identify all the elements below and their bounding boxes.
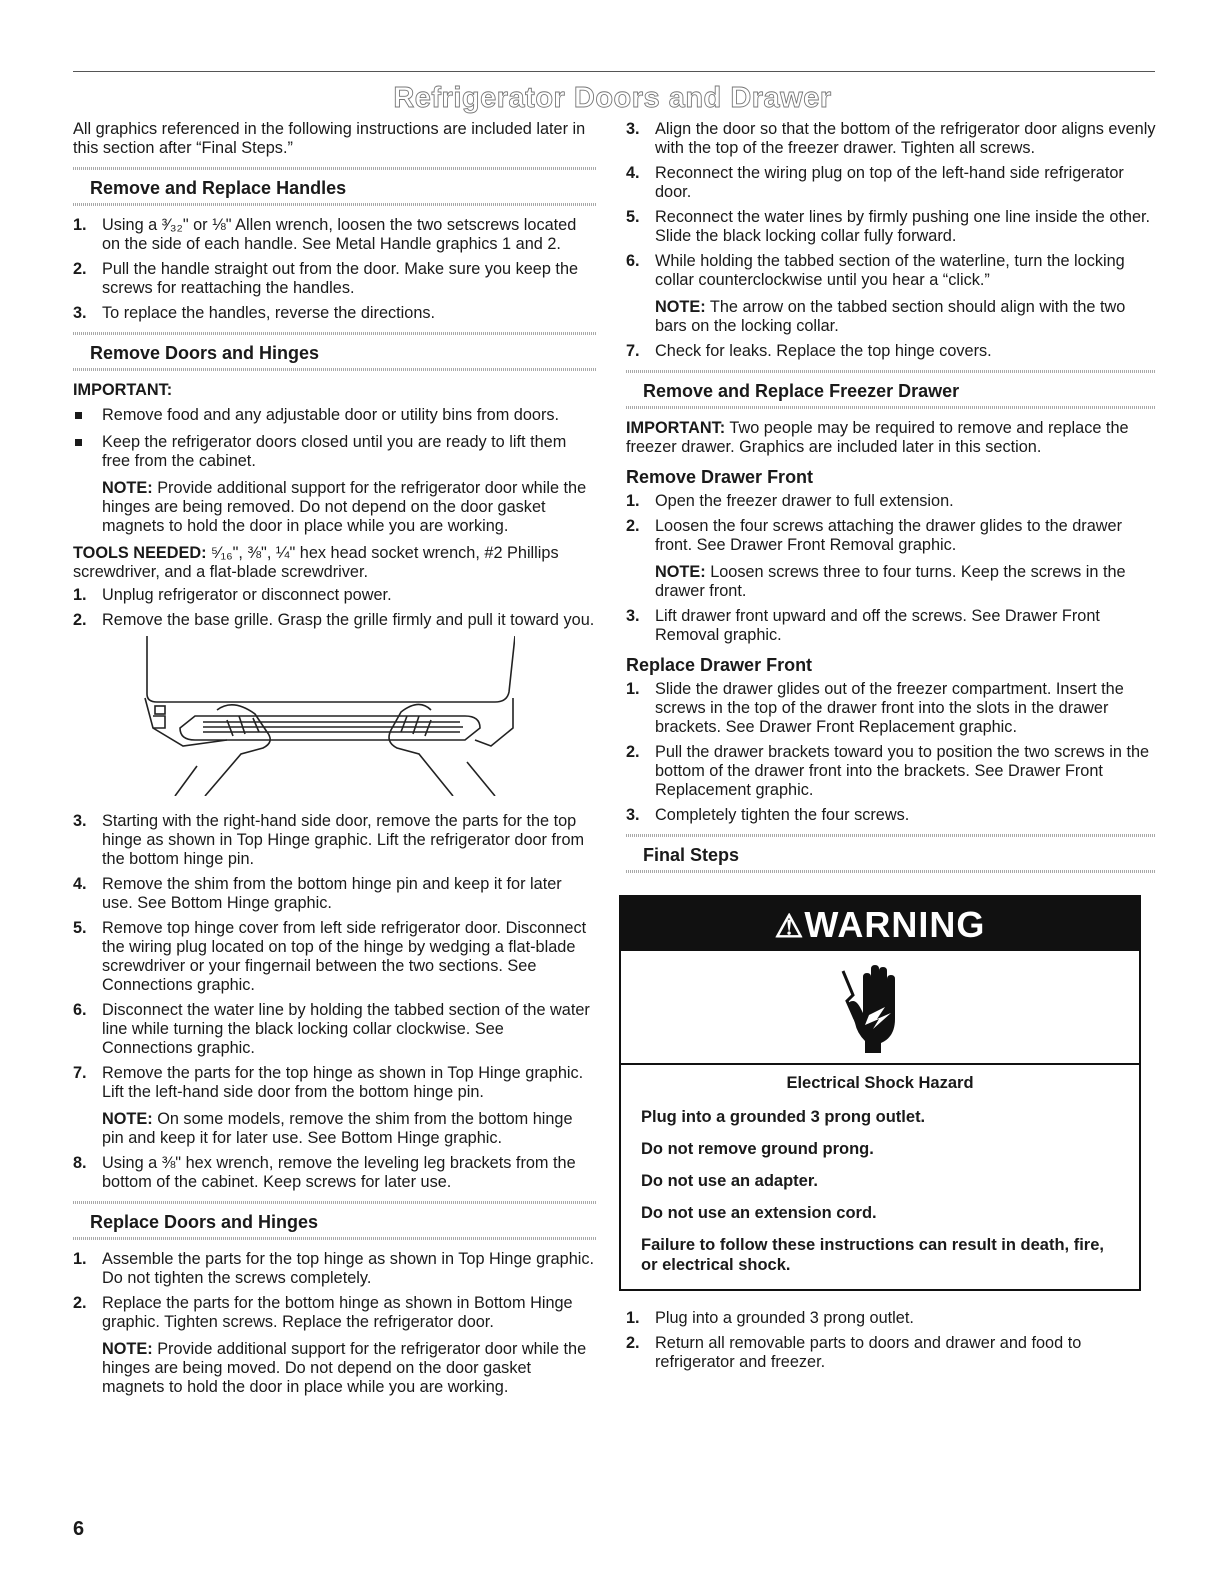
- step-text: Remove top hinge cover from left side refrigerator door. Disconnect the wiring plug located on top of the hinge by wedging a flat-blade screwdriver or your fingernail between the two sections. See Connections graphic.: [102, 919, 587, 994]
- warning-box: [619, 895, 1141, 1291]
- step-number: 2.: [73, 1294, 87, 1312]
- handles-steps: [73, 216, 596, 323]
- remove-doors-steps-a: [73, 586, 596, 630]
- important-bullets: [73, 406, 596, 536]
- step-text: Assemble the parts for the top hinge as shown in Top Hinge graphic. Do not tighten the screws completely.: [102, 1250, 595, 1287]
- step-number: 2.: [73, 611, 87, 629]
- note-label: NOTE:: [655, 563, 706, 581]
- step-number: 1.: [73, 216, 87, 234]
- step-text: Using a ³⁄₃₂" or ⅛" Allen wrench, loosen the two setscrews located on the side of each handle. See Metal Handle graphics 1 and 2.: [102, 216, 577, 253]
- section-rule: [73, 1237, 596, 1240]
- warning-header: [621, 897, 1139, 951]
- note: [655, 563, 1156, 601]
- replace-doors-steps-continued: [626, 120, 1156, 361]
- step-number: 2.: [73, 260, 87, 278]
- step-number: 1.: [73, 1250, 87, 1268]
- list-item: [626, 492, 1156, 511]
- section-rule: [626, 406, 1156, 409]
- note: [102, 479, 596, 536]
- section-heading-freezer-drawer: Remove and Replace Freezer Drawer: [643, 381, 960, 401]
- list-item: [73, 812, 596, 869]
- section-replace-doors: [73, 1201, 596, 1397]
- freezer-important: [626, 419, 1156, 457]
- section-heading-remove-doors: Remove Doors and Hinges: [90, 343, 320, 363]
- list-item: [73, 1250, 596, 1288]
- note-text: Provide additional support for the refrigerator door while the hinges are being moved. Do not depend on the door gasket magnets to hold the door in place while you are working.: [102, 1340, 587, 1396]
- note: [102, 1110, 596, 1148]
- step-number: 6.: [626, 252, 640, 270]
- list-item: [73, 586, 596, 605]
- tools-label: TOOLS NEEDED:: [73, 544, 207, 562]
- list-item: [73, 875, 596, 913]
- bullet-square-icon: [75, 412, 82, 419]
- step-text: Unplug refrigerator or disconnect power.: [102, 586, 392, 604]
- step-number: 7.: [73, 1064, 87, 1082]
- note: [102, 1340, 596, 1397]
- step-text: Check for leaks. Replace the top hinge covers.: [655, 342, 992, 360]
- hazard-line: Do not use an extension cord.: [641, 1204, 877, 1222]
- section-handles: [73, 167, 596, 323]
- final-steps-list: [626, 1309, 1156, 1372]
- step-number: 3.: [626, 120, 640, 138]
- subheading-remove-drawer-front: Remove Drawer Front: [626, 467, 814, 487]
- page-number: 6: [73, 1518, 85, 1540]
- list-item: [626, 208, 1156, 246]
- list-item: [626, 342, 1156, 361]
- step-number: 3.: [626, 806, 640, 824]
- step-number: 3.: [626, 607, 640, 625]
- section-final-steps: [626, 834, 1156, 1372]
- step-text: Remove the parts for the top hinge as shown in Top Hinge graphic. Lift the left-hand side door from the bottom hinge pin.: [102, 1064, 584, 1101]
- step-number: 1.: [73, 586, 87, 604]
- note-text: Loosen screws three to four turns. Keep the screws in the drawer front.: [655, 563, 1126, 600]
- step-number: 1.: [626, 492, 640, 510]
- step-number: 4.: [73, 875, 87, 893]
- step-text: Reconnect the water lines by firmly pushing one line inside the other. Slide the black locking collar fully forward.: [655, 208, 1151, 245]
- step-text: Loosen the four screws attaching the drawer glides to the drawer front. See Drawer Front Removal graphic.: [655, 517, 1122, 554]
- bullet-square-icon: [75, 439, 82, 446]
- step-text: Replace the parts for the bottom hinge as shown in Bottom Hinge graphic. Tighten screws. Replace the refrigerator door.: [102, 1294, 573, 1331]
- step-text: Starting with the right-hand side door, remove the parts for the top hinge as shown in Top Hinge graphic. Lift the refrigerator door from the bottom hinge pin.: [102, 812, 585, 868]
- step-text: To replace the handles, reverse the directions.: [102, 304, 436, 322]
- list-item: [73, 433, 596, 536]
- left-column: [73, 120, 596, 1403]
- note-text: The arrow on the tabbed section should align with the two bars on the locking collar.: [655, 298, 1126, 335]
- step-text: Completely tighten the four screws.: [655, 806, 910, 824]
- step-number: 3.: [73, 812, 87, 830]
- step-number: 1.: [626, 680, 640, 698]
- tools-needed: [73, 544, 596, 582]
- intro-text: All graphics referenced in the following instructions are included later in this section after “Final Steps.”: [73, 120, 586, 157]
- remove-doors-steps-b: [73, 812, 596, 1192]
- step-text: Pull the drawer brackets toward you to position the two screws in the bottom of the drawer front into the brackets. See Drawer Front Replacement graphic.: [655, 743, 1150, 799]
- subheading-replace-drawer-front: Replace Drawer Front: [626, 655, 813, 675]
- step-text: Using a ⅜" hex wrench, remove the leveling leg brackets from the bottom of the cabinet. Keep screws for later use.: [102, 1154, 576, 1191]
- step-text: Remove the shim from the bottom hinge pin and keep it for later use. See Bottom Hinge graphic.: [102, 875, 562, 912]
- step-text: Remove the base grille. Grasp the grille firmly and pull it toward you.: [102, 611, 595, 629]
- step-number: 6.: [73, 1001, 87, 1019]
- important-label: IMPORTANT:: [73, 381, 173, 399]
- step-text: Reconnect the wiring plug on top of the left-hand side refrigerator door.: [655, 164, 1124, 201]
- warning-word: WARNING: [804, 904, 986, 945]
- list-item: [626, 607, 1156, 645]
- note-label: NOTE:: [102, 1110, 153, 1128]
- list-item: [73, 216, 596, 254]
- step-text: Open the freezer drawer to full extension.: [655, 492, 954, 510]
- list-item: [626, 1309, 1156, 1328]
- step-number: 5.: [626, 208, 640, 226]
- list-item: [73, 406, 596, 425]
- list-item: [626, 517, 1156, 601]
- section-freezer-drawer: [626, 370, 1156, 825]
- list-item: [73, 919, 596, 995]
- electric-shock-hand-icon: [835, 957, 915, 1057]
- list-item: [626, 252, 1156, 336]
- note-text: Provide additional support for the refrigerator door while the hinges are being removed. Do not depend on the door gasket magnets to hold the door in place while you are working.: [102, 479, 587, 535]
- step-text: Align the door so that the bottom of the refrigerator door aligns evenly with the top of the freezer drawer. Tighten all screws.: [655, 120, 1156, 157]
- top-rule: [73, 71, 1155, 72]
- note-label: NOTE:: [102, 479, 153, 497]
- list-item: [626, 680, 1156, 737]
- step-number: 1.: [626, 1309, 640, 1327]
- step-text: Return all removable parts to doors and drawer and food to refrigerator and freezer.: [655, 1334, 1082, 1371]
- base-grille-illustration: [135, 636, 515, 796]
- list-item: [626, 1334, 1156, 1372]
- list-item: [73, 1154, 596, 1192]
- list-item: [73, 1294, 596, 1397]
- list-item: [73, 1064, 596, 1148]
- list-item: [626, 120, 1156, 158]
- remove-drawer-front-steps: [626, 492, 1156, 645]
- bullet-text: Remove food and any adjustable door or utility bins from doors.: [102, 406, 560, 424]
- bullet-text: Keep the refrigerator doors closed until you are ready to lift them free from the cabinet.: [102, 433, 567, 470]
- section-rule: [73, 203, 596, 206]
- step-text: Lift drawer front upward and off the screws. See Drawer Front Removal graphic.: [655, 607, 1100, 644]
- step-text: Plug into a grounded 3 prong outlet.: [655, 1309, 914, 1327]
- step-number: 8.: [73, 1154, 87, 1172]
- step-number: 2.: [626, 517, 640, 535]
- note-label: NOTE:: [102, 1340, 153, 1358]
- step-text: Disconnect the water line by holding the tabbed section of the water line while turning the black locking collar clockwise. See Connections graphic.: [102, 1001, 590, 1057]
- step-number: 7.: [626, 342, 640, 360]
- hazard-line: Do not remove ground prong.: [641, 1140, 874, 1158]
- note-text: On some models, remove the shim from the bottom hinge pin and keep it for later use. See Bottom Hinge graphic.: [102, 1110, 573, 1147]
- page-title: Refrigerator Doors and Drawer: [393, 82, 832, 114]
- section-heading-final-steps: Final Steps: [643, 845, 740, 865]
- hazard-symbol-panel: [621, 951, 1139, 1065]
- section-remove-doors: [73, 332, 596, 1192]
- list-item: [626, 806, 1156, 825]
- list-item: [73, 304, 596, 323]
- important-text: Two people may be required to remove and replace the freezer drawer. Graphics are included later in this section.: [626, 419, 1129, 456]
- section-heading-replace-doors: Replace Doors and Hinges: [90, 1212, 319, 1232]
- step-number: 4.: [626, 164, 640, 182]
- step-number: 2.: [626, 1334, 640, 1352]
- hazard-message: [621, 1065, 1139, 1289]
- step-text: Slide the drawer glides out of the freezer compartment. Insert the screws in the top of the drawer front into the slots in the drawer brackets. See Drawer Front Replacement graphic.: [655, 680, 1124, 736]
- list-item: [73, 260, 596, 298]
- step-text: While holding the tabbed section of the waterline, turn the locking collar counterclockwise until you hear a “click.”: [655, 252, 1125, 289]
- list-item: [626, 164, 1156, 202]
- replace-drawer-front-steps: [626, 680, 1156, 825]
- hazard-line: Plug into a grounded 3 prong outlet.: [641, 1108, 926, 1126]
- list-item: [626, 743, 1156, 800]
- step-text: Pull the handle straight out from the door. Make sure you keep the screws for reattaching the handles.: [102, 260, 579, 297]
- hazard-title: Electrical Shock Hazard: [786, 1074, 974, 1092]
- right-column: [626, 120, 1156, 1378]
- important-label: IMPORTANT:: [626, 419, 726, 437]
- step-number: 3.: [73, 304, 87, 322]
- step-number: 2.: [626, 743, 640, 761]
- warning-triangle-icon: ⚠: [774, 908, 805, 944]
- list-item: [73, 611, 596, 630]
- section-rule: [626, 870, 1156, 873]
- note: [655, 298, 1156, 336]
- section-rule: [73, 368, 596, 371]
- step-number: 5.: [73, 919, 87, 937]
- list-item: [73, 1001, 596, 1058]
- hazard-line: Failure to follow these instructions can result in death, fire, or electrical shock.: [641, 1236, 1104, 1274]
- tools-text: ⁵⁄₁₆", ⅜", ¼" hex head socket wrench, #2 Phillips screwdriver, and a flat-blade screwdriver.: [73, 544, 559, 581]
- replace-doors-steps: [73, 1250, 596, 1397]
- note-label: NOTE:: [655, 298, 706, 316]
- section-heading-handles: Remove and Replace Handles: [90, 178, 347, 198]
- hazard-line: Do not use an adapter.: [641, 1172, 818, 1190]
